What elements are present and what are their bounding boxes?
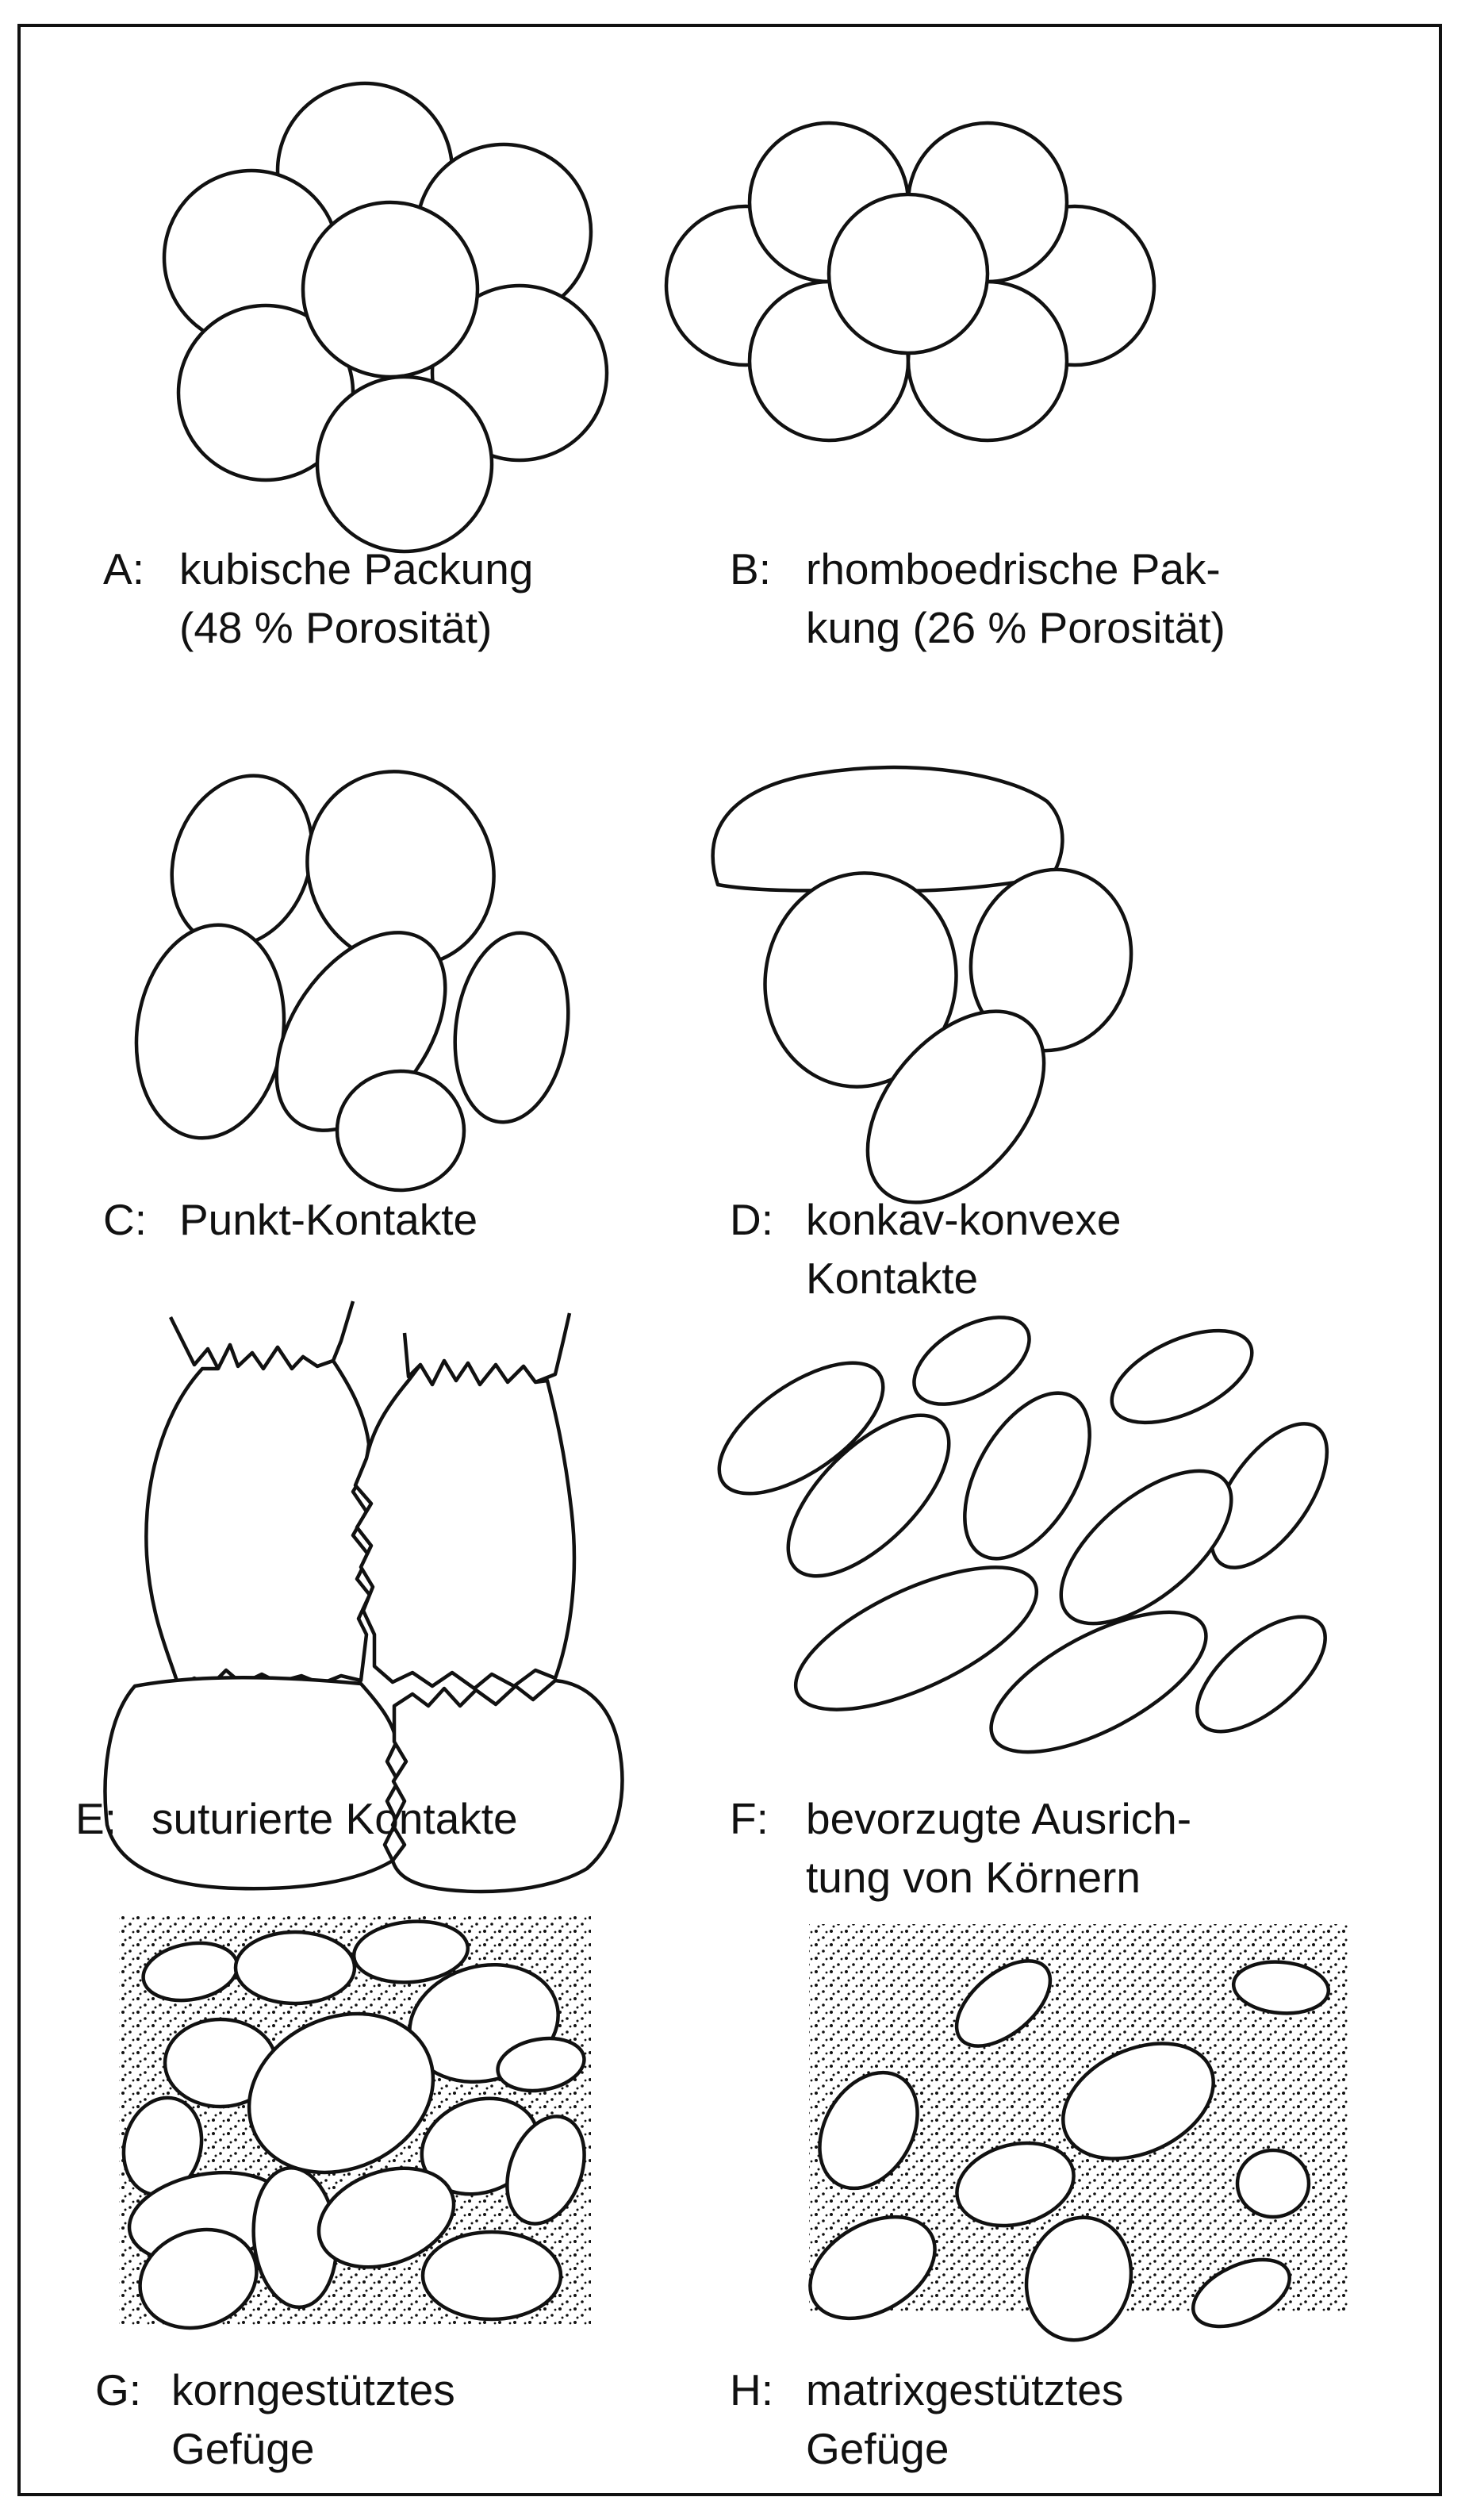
grain [829, 194, 988, 353]
grain [355, 1361, 574, 1688]
caption-f [730, 1789, 1191, 1907]
caption-line: Kontakte [806, 1254, 979, 1303]
caption-c [103, 1190, 478, 1249]
caption-line: Gefüge [806, 2424, 949, 2473]
caption-line: rhomboedrische Pak- [806, 544, 1221, 594]
grain [1098, 1312, 1265, 1442]
caption-line: kubische Packung [179, 544, 534, 594]
caption-line: bevorzugte Ausrich- [806, 1794, 1192, 1843]
grain [1237, 2150, 1309, 2217]
grain [337, 1071, 464, 1190]
grain [146, 1345, 370, 1686]
caption-line: Punkt-Kontakte [179, 1195, 478, 1244]
caption-a [103, 540, 533, 657]
panel-h-matrix-supported [792, 1924, 1348, 2352]
caption-e [75, 1789, 518, 1848]
caption-b [730, 540, 1225, 657]
panel-key: G: [95, 2365, 142, 2414]
grain [899, 1300, 1044, 1422]
grain [1178, 1596, 1344, 1752]
caption-line: konkav-konvexe [806, 1195, 1122, 1244]
panel-key: E: [75, 1794, 117, 1843]
grain [123, 916, 297, 1148]
panel-d-concave-convex-contacts [713, 767, 1152, 1235]
grain [303, 202, 478, 377]
suture-line [171, 1301, 353, 1369]
caption-line: Gefüge [171, 2424, 315, 2473]
caption-line: suturierte Kontakte [152, 1794, 518, 1843]
caption-line: kung (26 % Porosität) [806, 603, 1225, 652]
panel-b-rhombohedral-packing [666, 123, 1154, 440]
caption-line: (48 % Porosität) [179, 603, 493, 652]
caption-d [730, 1190, 1121, 1308]
grain [713, 767, 1063, 891]
caption-line: matrixgestütztes [806, 2365, 1124, 2414]
grain [105, 1677, 398, 1888]
caption-h [730, 2361, 1123, 2478]
grain [443, 925, 580, 1129]
panel-key: B: [730, 544, 771, 594]
panel-f-preferred-orientation [698, 1300, 1349, 1781]
caption-g [95, 2361, 455, 2478]
panel-c-point-contacts [123, 737, 580, 1190]
panel-key: A: [103, 544, 144, 594]
panel-g-grain-supported [113, 1916, 599, 2344]
caption-line: tung von Körnern [806, 1853, 1141, 1902]
panel-key: C: [103, 1195, 148, 1244]
panel-key: F: [730, 1794, 769, 1843]
panel-key: D: [730, 1195, 774, 1244]
grain [236, 1932, 355, 2003]
grain [393, 1681, 622, 1892]
caption-line: korngestütztes [171, 2365, 455, 2414]
grain [423, 2232, 561, 2319]
grain [317, 377, 492, 551]
panel-key: H: [730, 2365, 774, 2414]
panel-a-cubic-packing [164, 83, 607, 551]
